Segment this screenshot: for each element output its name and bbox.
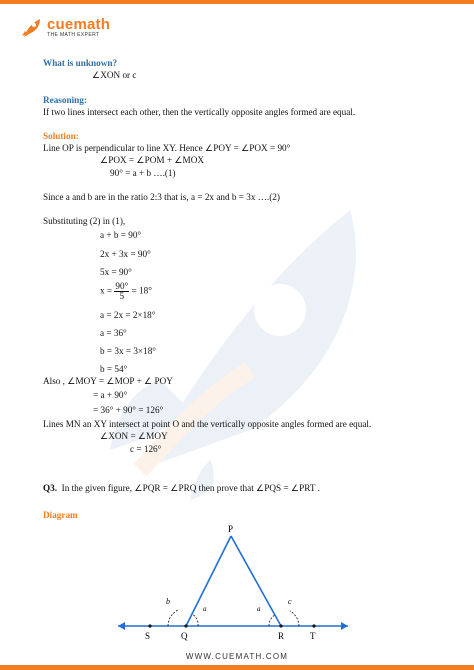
step-2: 2x + 3x = 90° bbox=[100, 249, 151, 259]
footer-url: WWW.CUEMATH.COM bbox=[185, 652, 289, 661]
angle-a-left-arc bbox=[192, 614, 198, 626]
lines-mn-statement: Lines MN an XY intersect at point O and the vertically opposite angles formed are equal. bbox=[43, 419, 372, 429]
point-q bbox=[184, 624, 187, 627]
step-4-fraction bbox=[114, 282, 129, 301]
step-4-denominator: 5 bbox=[119, 291, 125, 301]
step-4-rhs: = 18° bbox=[131, 285, 152, 296]
angle-c-arc bbox=[290, 611, 299, 626]
label-r: R bbox=[278, 631, 285, 641]
side-pq bbox=[186, 536, 231, 626]
step-7: b = 3x = 3×18° bbox=[100, 346, 156, 356]
label-t: T bbox=[310, 631, 316, 641]
question-3-label: Q3. bbox=[43, 483, 58, 493]
point-s bbox=[148, 624, 151, 627]
substitution-line: Substituting (2) in (1), bbox=[43, 216, 126, 226]
unknown-heading: What is unknown? bbox=[43, 58, 118, 68]
final-line-2: c = 126° bbox=[130, 444, 162, 454]
question-3 bbox=[43, 483, 320, 494]
step-4-numerator: 90° bbox=[115, 281, 129, 291]
bottom-accent-bar bbox=[0, 665, 474, 670]
logo-wordmark: cuemath bbox=[47, 16, 111, 33]
step-3: 5x = 90° bbox=[100, 267, 132, 277]
label-p: P bbox=[228, 524, 234, 534]
cuemath-logo bbox=[22, 17, 110, 39]
angle-label-a-left: a bbox=[203, 605, 207, 613]
step-4-lhs: x = bbox=[100, 285, 113, 296]
solution-line-3: 90° = a + b ….(1) bbox=[110, 168, 176, 178]
label-s: S bbox=[145, 631, 151, 641]
also-line-2: = a + 90° bbox=[93, 390, 128, 400]
diagram-heading: Diagram bbox=[43, 510, 78, 520]
top-accent-bar bbox=[0, 0, 474, 4]
angle-label-b: b bbox=[166, 597, 170, 606]
triangle-diagram bbox=[118, 522, 348, 646]
angle-label-c: c bbox=[288, 597, 292, 606]
reasoning-heading: Reasoning: bbox=[43, 95, 87, 105]
question-3-text: In the given figure, ∠PQR = ∠PRQ then prove that ∠PQS = ∠PRT . bbox=[61, 483, 320, 493]
step-4 bbox=[100, 282, 152, 301]
rocket-logo-icon bbox=[22, 17, 42, 39]
also-line: Also , ∠MOY = ∠MOP + ∠ POY bbox=[43, 376, 173, 386]
angle-label-a-right: a bbox=[257, 605, 261, 613]
solution-heading: Solution: bbox=[43, 131, 79, 141]
final-line-1: ∠XON = ∠MOY bbox=[100, 431, 168, 441]
reasoning-text: If two lines intersect each other, then the vertically opposite angles formed are equal. bbox=[43, 107, 356, 117]
unknown-value: ∠XON or c bbox=[92, 70, 137, 80]
solution-line-1: Line OP is perpendicular to line XY. Hence ∠POY = ∠POX = 90° bbox=[43, 143, 291, 153]
arrow-left-icon bbox=[118, 622, 125, 630]
angle-b-arc bbox=[168, 610, 178, 626]
label-q: Q bbox=[181, 631, 188, 641]
side-pr bbox=[231, 536, 281, 626]
step-8: b = 54° bbox=[100, 364, 128, 374]
step-1: a + b = 90° bbox=[100, 230, 142, 240]
angle-a-right-arc bbox=[269, 615, 275, 626]
point-t bbox=[312, 624, 315, 627]
step-5: a = 2x = 2×18° bbox=[100, 310, 156, 320]
ratio-line: Since a and b are in the ratio 2:3 that is, a = 2x and b = 3x ….(2) bbox=[43, 192, 280, 202]
logo-tagline: THE MATH EXPERT bbox=[47, 32, 100, 38]
arrow-right-icon bbox=[341, 622, 348, 630]
solution-line-2: ∠POX = ∠POM + ∠MOX bbox=[100, 155, 204, 165]
step-6: a = 36° bbox=[100, 328, 127, 338]
also-line-3: = 36° + 90° = 126° bbox=[93, 405, 164, 415]
point-r bbox=[279, 624, 282, 627]
